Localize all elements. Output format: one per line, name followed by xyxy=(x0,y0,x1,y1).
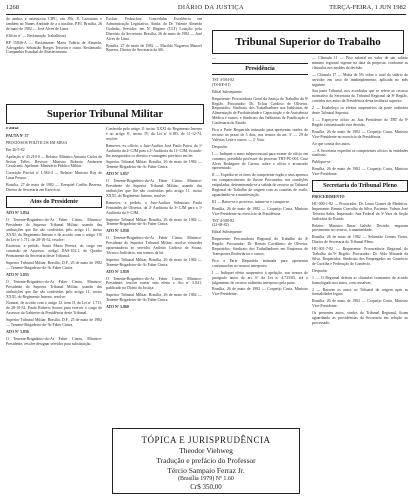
stm-ato-6: ATO Nº 5.859 xyxy=(106,269,129,274)
tst-presidencia-heading: Presidência xyxy=(212,63,308,75)
stm-atos-heading: Atos do Presidente xyxy=(6,196,102,208)
tst-section-title: Tribunal Superior do Trabalho xyxy=(212,30,404,54)
book-advertisement xyxy=(112,428,300,494)
issue-date: TERÇA-FEIRA, 1 JUN 1982 xyxy=(329,4,406,11)
column-4: — Cláusula 11 — Piso salarial no valor de um salário mínimo regional vigente na data da proposta, conforme as cláusulas nos moldes da decisão. — Cláusula 17 — Multa de 5% sobre o total do salário do servidor em caso de inadimplemento, aplicada no mês seguinte. Sua parte Tribunal, nos acordados que se refere ao recurso normativo da Secretaria do Tribunal Regional da 8ª Região, contidos nos autos da Presidência desta instância superior. 2 — Estabeleço os efeitos suspensivos da parte ordinária deste Tribunal Superior. 3 — Expeça-se ofício ao Juiz Presidente do TRT da 8ª Região comunicando esta decisão. Brasília, 26 de maio de 1982 — Coqueijo Costa, Ministro Vice-Presidente no exercício da Presidência. Ao que consta dos autos. — A Secretaria expedirá os competentes ofícios às entidades sindicais. Publique-se Brasília, 26 de maio de 1982 — Coqueijo Costa, Ministro Vice-Presidente. Secretaria do Tribunal Pleno PROCEDIMENTO HC-000-1-82 — Procurador: Dr. Lauro Gomes de Medeiros. Impetrante: Renato Carvalho da Silva. Paciente: Valmir José Teixeira Sales. Impetrado: Juiz Federal da 3ª Vara da Seção Judiciária do Estado. Relator: Ministro Ilmar Galvão. Decisão: negaram provimento ao recurso, à unanimidade. Brasília, 26 de maio de 1982 — Sebastião Gomes Vieira, Diretor de Secretaria do Tribunal Pleno. HC-001-7-82 — Requerente: Procuradoria Regional do Trabalho da 9ª Região. Procurador: Dr. Aldo Miranda da Silva. Requeridos: Sindicato dos Empregados no Comércio de Curitiba e Federação do Comércio. Despacho 1 — O Regional deferiu as cláusulas constantes do acordo homologado nos autos, com ressalvas. 2 — Baixem os autos ao Tribunal de origem após as formalidades legais. Brasília, 26 de maio de 1982 — Coqueijo Costa, Ministro Vice-Presidente. Os presentes autos, vindos do Tribunal Regional, ficam aguardando as providências da Secretaria em relação ao processado. xyxy=(312,56,408,325)
stm-ato-1: ATO Nº 5.854 xyxy=(6,210,29,215)
stm-ato-5: ATO Nº 5.858 xyxy=(106,229,129,234)
ad-price: Cr$ 350,00 xyxy=(190,483,222,491)
ad-translation: Tradução e prefácio do Professor xyxy=(156,456,256,465)
column-2-bottom: Conferido pelo artigo 11 inciso XXXI do Regimento Interno e ao artigo 8º, inciso IV, da Lei nº 6.185, de 11-12-74, resolve: Remover, ex officio, o Juiz-Auditor José Paulo Paiva, da 1ª Auditoria da 2ª CJM para a 2ª Auditoria da 11ª CJM, ficando-lhe assegurados os direitos e vantagens previstos em lei. Superior Tribunal Militar, Brasília, 26 de maio de 1982 — Tenente-Brigadeiro-do-Ar Faber Cintra. ATO Nº 5.857 O Tenente-Brigadeiro-do-Ar Faber Cintra, Ministro-Presidente do Superior Tribunal Militar, usando das atribuições que lhe são conferidas pelo artigo 11, inciso XXXI, do Regimento Interno, resolve: Remover, a pedido, o Juiz-Auditor Substituto Paulo Fernandes de Oliveira, da 2ª Auditoria da 3ª CJM para a 1ª Auditoria da 3ª CJM. Superior Tribunal Militar, Brasília, 26 de maio de 1982 — Tenente-Brigadeiro-do-Ar Faber Cintra. ATO Nº 5.858 O Tenente-Brigadeiro-do-Ar Faber Cintra, Ministro-Presidente do Superior Tribunal Militar, resolve conceder aposentadoria ao servidor Antônio Cardoso de Souza, Técnico Judiciário, nos termos da lei. Superior Tribunal Militar, Brasília, 26 de maio de 1982 — Tenente-Brigadeiro-do-Ar Faber Cintra. ATO Nº 5.859 O Tenente-Brigadeiro-do-Ar Faber Cintra, Ministro-Presidente, resolve tornar sem efeito o Ato nº 5.841, publicado no Diário da Justiça. Superior Tribunal Militar, Brasília, 26 de maio de 1982 — Tenente-Brigadeiro-do-Ar Faber Cintra. ATO Nº 5.860 xyxy=(106,127,202,310)
stm-section-title: Superior Tribunal Militar xyxy=(6,104,204,124)
stm-pauta-subheading: PROCESSOS POLÍTICOS EM MESA xyxy=(6,140,68,145)
ad-title: TÓPICA E JURISPRUDÊNCIA xyxy=(141,435,271,445)
tfr-pleno-heading: Secretaria do Tribunal Pleno xyxy=(312,180,408,192)
stm-ato-7: ATO Nº 5.860 xyxy=(106,305,129,310)
column-1-bottom: Pauta PAUTA Nº 57 PROCESSOS POLÍTICOS EM MESA Em 26-5-82 Apelação nº 43.210-0 — Relator: Ministro Antonio Carlos de Seixas Telles. Revisor: Ministro Roberto Andersen Cavalcanti. Apelante: Ministério Público Militar. Correição Parcial nº 1.584-4 — Relator: Ministro Ruy de Lima Pessoa. Brasília, 27 de maio de 1982 — Ezequiel Coelho Bezerra, Diretor de Secretaria em Exercício. Atos do Presidente ATO Nº 5.854 O Tenente-Brigadeiro-do-Ar Faber Cintra, Ministro-Presidente do Superior Tribunal Militar, usando das atribuições que lhe são conferidas pelo artigo 11, inciso XXXI, do Regimento Interno e de acordo com o artigo 110 da Lei nº 1.711, de 28-10-52, resolve: Exonerar, a pedido, Sonia Maria Pereira, do cargo em comissão de Assessor, código DAS-102.1, do Quadro Permanente da Secretaria deste Tribunal. Superior Tribunal Militar, Brasília, D.F., 25 de maio de 1982 — Tenente-Brigadeiro-do-Ar Faber Cintra. ATO Nº 5.855 O Tenente-Brigadeiro-do-Ar Faber Cintra, Ministro-Presidente do Superior Tribunal Militar, usando das atribuições que lhe são conferidas pelo artigo 11, inciso XXXI, do Regimento Interno, resolve: Nomear, de acordo com o artigo 12, item II, da Lei nº 1.711, de 28-10-52, Paulo Roberto Soares para exercer o cargo de Assessor do Gabinete da Presidência deste Tribunal. Superior Tribunal Militar, Brasília, D.F., 25 de maio de 1982 — Tenente-Brigadeiro-do-Ar Faber Cintra. ATO Nº 5.856 O Tenente-Brigadeiro-do-Ar Faber Cintra, Ministro-Presidente, resolve designar servidor para substituição. xyxy=(6,127,102,346)
ad-author: Theodor Viehweg xyxy=(179,446,233,455)
column-1-top: do ambos e assessorou CIPC, em JNs, E. Lazzarino e também no Nunes Andrade de a a auxiliar. P.P.I. Brasília, 26 de maio de 1982 — José Alves de Lima. (Ofício nº — Reclamação Trabalhista) RP 15846-A — Reclamante: Maria Valéria de Almeida. Advogados: Sebastião Borges Teixeira e outro. Reclamado: Companhia Estadual de Abastecimento. xyxy=(6,17,102,55)
column-3: — Presidência TST 4-584-82 (TS-RF-81) Edital Subsequente Requerente: Procuradoria Geral da Justiça do Trabalho da 8ª Região. Procurador: Dr. Eclair Cardoso de Oliveira. Requeridos: Sindicato dos Trabalhadores nas Indústrias de Alimentação de Produtividade e Capacitação e de Assistência Médica e outros, e Sindicato das Indústrias de Panificação e Confeitaria do Estado. Fica a Parte Requerida intimada para apresentar razões do recurso no prazo de 5 dias, nos termos do art. 3º — 29 de Valérias Leite e outros — 2º Vara. Despacho I — Indiquei o meio subprocessual para exame do ofício em comento, presidido professor do processo TRT-PC-001, Cruz Alves Rodrigues do Carmo, sobre o ofício e arrazoado apresentado. II — Expediu-se os itens do competente órgão e seus apensos em comparecimento do ilustre Procurador, nas condições estipuladas, determinando-se a subida do recurso ao Tribunal Regional do Trabalho de origem com as cautelas de estilo, aguardando-se a manifestação. III — Baixe-se o processo, intime-se e cumpra-se. Brasília, 26 de maio de 1982 — Coqueijo Costa, Ministro Vice-Presidente no exercício da Presidência. TST 4-588-82 (22-68-82) Edital Subsequente Requerente: Procuradoria Regional do Trabalho da 4ª Região. Procurador: Dr. Renato Cavalheiro de Oliveira. Requeridos: Sindicato dos Trabalhadores em Empresas de Transportes Rodoviários e outros. Fica a Parte Requerida intimada para apresentar contrarrazões ao recurso interposto. I — Indiquei efeito suspensivo à apelação, nos termos do parágrafo único do art. 6º da Lei nº 4.725/65, até o julgamento do recurso ordinário interposto pela parte. Brasília, 26 de maio de 1982 — Coqueijo Costa, Ministro Vice-Presidente. xyxy=(212,56,308,297)
column-2-top: Excluir: Pedruchos: Concedidas Excelência em Administração Legislativa, Ainda: do Dr. Valente Almeida Godinho, Servidor: em Nº Regime (CLT) Lotação: pelo Diretório da Secretaria. Brasília, 26 de maio de 1982 — José Alves de Lima. Brasília, 27 de maio de 1982 — Marilda Nogueira Manoel Bezerra, Diretor de Secretaria da SR. xyxy=(106,17,202,53)
tfr-procedimento-heading: PROCEDIMENTO xyxy=(312,195,345,200)
stm-ato-4: ATO Nº 5.857 xyxy=(106,172,129,177)
ad-translator: Tércio Sampaio Ferraz Jr. xyxy=(167,466,245,475)
stm-pauta-heading: Pauta xyxy=(6,127,19,131)
stm-ato-2: ATO Nº 5.855 xyxy=(6,272,29,277)
page-header xyxy=(6,4,406,13)
journal-name: DIÁRIO DA JUSTIÇA xyxy=(177,4,245,11)
stm-ato-3: ATO Nº 5.856 xyxy=(6,330,29,334)
page-number: 1268 xyxy=(6,4,19,11)
stm-pauta-number: PAUTA Nº 57 xyxy=(6,133,29,138)
ad-edition: (Brasília 1979) Nº 1.60 xyxy=(178,476,234,482)
header-rule xyxy=(6,14,406,15)
